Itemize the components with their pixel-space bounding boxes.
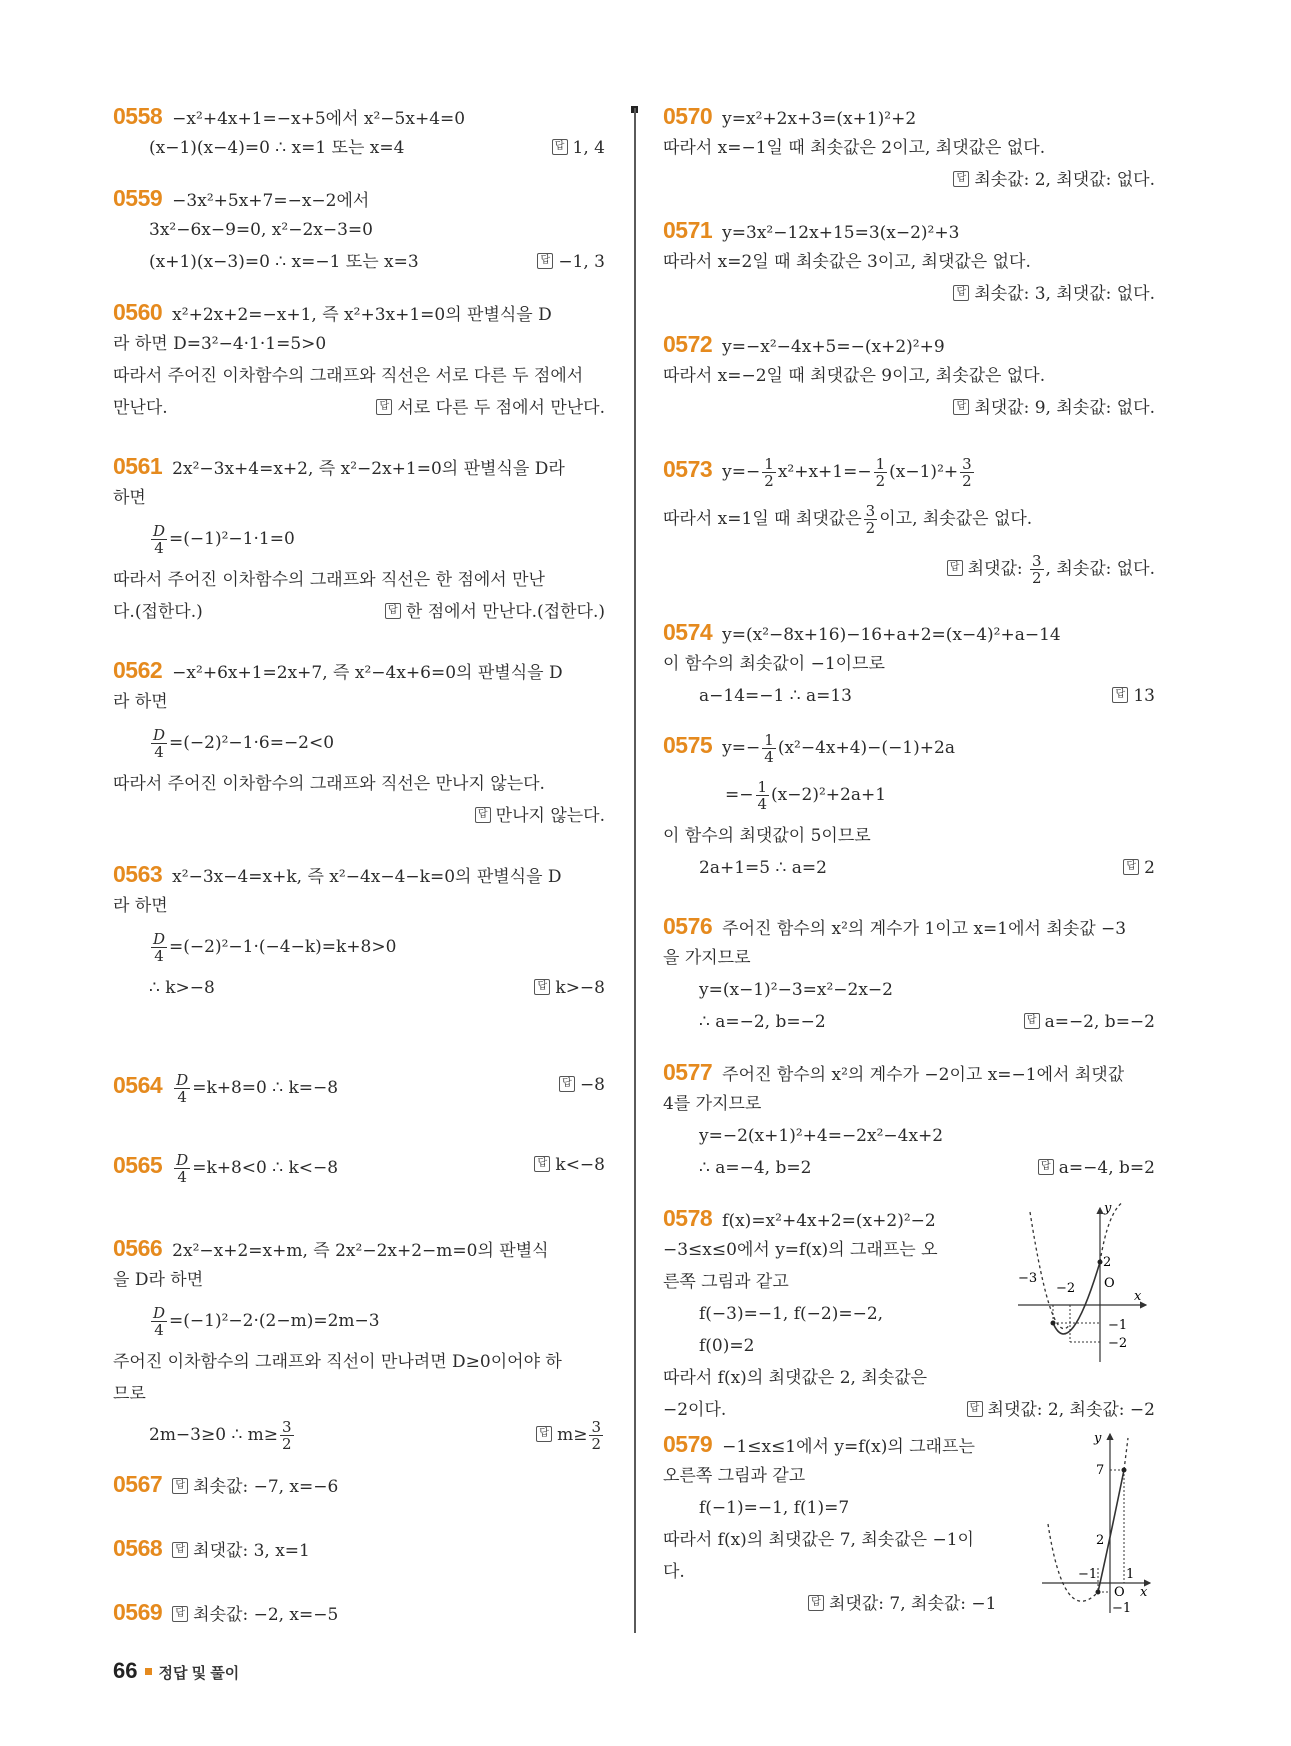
answer-text: 1, 4 [572, 138, 605, 158]
answer-mark-icon: 답 [385, 603, 401, 619]
answer-mark-icon: 답 [475, 807, 491, 823]
answer-text: 최댓값: 7, 최솟값: −1 [829, 1594, 997, 1614]
problem-number: 0579 [663, 1431, 713, 1457]
solution-line: 라 하면 D=3²−4·1·1=5>0 [113, 334, 327, 354]
solution-line: 2x²−x+2=x+m, 즉 2x²−2x+2−m=0의 판별식 [172, 1241, 549, 1261]
problem-0562 [113, 654, 605, 832]
section-label: 정답 및 풀이 [158, 1665, 240, 1682]
solution-line: (x−1)²+ [889, 462, 959, 482]
problem-0566 [113, 1232, 605, 1460]
solution-line: 따라서 x=−2일 때 최댓값은 9이고, 최솟값은 없다. [663, 366, 1046, 386]
answer-text: 최댓값: 3, x=1 [193, 1541, 310, 1561]
problem-number: 0578 [663, 1205, 713, 1231]
solution-line: 2m−3≥0 ∴ m≥ [149, 1425, 279, 1445]
solution-line: 따라서 f(x)의 최댓값은 2, 최솟값은 [663, 1368, 928, 1388]
solution-line: 따라서 x=−1일 때 최솟값은 2이고, 최댓값은 없다. [663, 138, 1046, 158]
problem-0570 [663, 100, 1155, 196]
tick-label: −1 [1078, 1567, 1098, 1582]
answer-text: 한 점에서 만난다.(접한다.) [405, 602, 605, 622]
answer-text: 13 [1133, 686, 1155, 706]
solution-line: 만난다. [113, 398, 168, 418]
answer-mark-icon: 답 [376, 399, 392, 415]
solution-line: −1≤x≤1에서 y=f(x)의 그래프는 [722, 1437, 975, 1457]
solution-line: (x−2)²+2a+1 [771, 785, 887, 805]
origin-label: O [1114, 1585, 1125, 1600]
solution-line: 따라서 주어진 이차함수의 그래프와 직선은 서로 다른 두 점에서 [113, 366, 584, 386]
problem-number: 0564 [113, 1072, 163, 1098]
answer-mark-icon: 답 [967, 1401, 983, 1417]
problem-0559 [113, 182, 605, 278]
answer-text: 만나지 않는다. [495, 806, 605, 826]
solution-line: x²+2x+2=−x+1, 즉 x²+3x+1=0의 판별식을 D [172, 305, 552, 325]
problem-0567 [113, 1468, 605, 1500]
tick-label: −1 [1108, 1318, 1128, 1333]
answer-text: a=−4, b=2 [1058, 1158, 1155, 1178]
solution-line: f(0)=2 [699, 1336, 755, 1356]
problem-number: 0573 [663, 456, 713, 482]
solution-line: =(−1)²−1·1=0 [169, 529, 295, 549]
solution-line: y=−x²−4x+5=−(x+2)²+9 [722, 337, 945, 357]
answer-text: 최솟값: 3, 최댓값: 없다. [974, 284, 1155, 304]
answer [376, 392, 605, 424]
graph-0579 [1038, 1428, 1155, 1618]
answer-mark-icon: 답 [537, 253, 553, 269]
solution-line: y=−2(x+1)²+4=−2x²−4x+2 [699, 1126, 944, 1146]
solution-line: 2a+1=5 ∴ a=2 [699, 858, 827, 878]
answer-text: 최솟값: −2, x=−5 [193, 1605, 339, 1625]
answer: 답 m≥ $\frac{3}{2}$ [536, 1410, 605, 1460]
problem-0572 [663, 328, 1155, 424]
solution-line: 이고, 최솟값은 없다. [879, 509, 1033, 529]
solution-line: y=x²+2x+3=(x+1)²+2 [722, 109, 917, 129]
problem-0560 [113, 296, 605, 424]
answer-mark-icon: 답 [947, 560, 963, 576]
problem-number: 0560 [113, 299, 163, 325]
fraction-d-over-4: $\frac{D}{4}$ [176, 1071, 189, 1106]
tick-label: −2 [1056, 1281, 1076, 1296]
problem-number: 0570 [663, 103, 713, 129]
solution-line: 따라서 주어진 이차함수의 그래프와 직선은 만나지 않는다. [113, 774, 545, 794]
solution-line: 4를 가지므로 [663, 1094, 762, 1114]
problem-0564 [113, 1060, 605, 1110]
page-footer [113, 1658, 239, 1684]
solution-line: f(x)=x²+4x+2=(x+2)²−2 [722, 1211, 936, 1231]
answer [1038, 1152, 1155, 1184]
answer-text: m≥ [557, 1425, 588, 1445]
problem-number: 0572 [663, 331, 713, 357]
solution-line: (x−1)(x−4)=0 ∴ x=1 또는 x=4 [149, 138, 405, 158]
parabola-solid [1098, 1470, 1124, 1592]
answer-text: k>−8 [555, 978, 605, 998]
answer-text: 2 [1144, 858, 1155, 878]
problem-number: 0558 [113, 103, 163, 129]
answer [552, 132, 605, 164]
answer-text: 서로 다른 두 점에서 만난다. [397, 398, 605, 418]
solution-line: 다.(접한다.) [113, 602, 203, 622]
tick-label: 1 [1126, 1567, 1135, 1582]
solution-line: 주어진 함수의 x²의 계수가 −2이고 x=−1에서 최댓값 [722, 1065, 1125, 1085]
fraction-d-over-4: $\frac{D}{4}$ [153, 930, 166, 965]
answer-text: 최솟값: 2, 최댓값: 없다. [974, 170, 1155, 190]
solution-line: ∴ k>−8 [149, 978, 215, 998]
problem-number: 0565 [113, 1152, 163, 1178]
problem-0563 [113, 858, 605, 1004]
solution-line: −3≤x≤0에서 y=f(x)의 그래프는 오 [663, 1240, 938, 1260]
solution-line: x²+x+1=− [777, 462, 872, 482]
solution-line: =k+8<0 ∴ k<−8 [192, 1158, 339, 1178]
solution-line: 므로 [113, 1384, 146, 1404]
problem-0568 [113, 1532, 605, 1564]
fraction-d-over-4: $\frac{D}{4}$ [153, 1304, 166, 1339]
page-number: 66 [113, 1658, 138, 1683]
answer [1112, 680, 1155, 712]
answer-mark-icon: 답 [559, 1076, 575, 1092]
solution-line: y=3x²−12x+15=3(x−2)²+3 [722, 223, 960, 243]
parabola-dashed-right [1124, 1438, 1128, 1470]
tick-label: 2 [1096, 1533, 1105, 1548]
solution-line: f(−3)=−1, f(−2)=−2, [699, 1304, 884, 1324]
solution-line: 라 하면 [113, 896, 168, 916]
tick-label: 2 [1103, 1255, 1112, 1270]
solution-line: (x+1)(x−3)=0 ∴ x=−1 또는 x=3 [149, 252, 419, 272]
solution-line: 을 D라 하면 [113, 1270, 204, 1290]
answer-text: 최솟값: −7, x=−6 [193, 1477, 339, 1497]
solution-line: =− [725, 785, 754, 805]
solution-line: 2x²−3x+4=x+2, 즉 x²−2x+1=0의 판별식을 D라 [172, 459, 565, 479]
solution-line: −3x²+5x+7=−x−2에서 [172, 191, 370, 211]
answer-text: 최댓값: [967, 559, 1023, 579]
answer-mark-icon: 답 [534, 1156, 550, 1172]
parabola-dashed-left [1048, 1524, 1098, 1601]
graph-0578 [1008, 1202, 1155, 1372]
solution-line: 오른쪽 그림과 같고 [663, 1466, 806, 1486]
solution-line: y=(x²−8x+16)−16+a+2=(x−4)²+a−14 [722, 625, 1061, 645]
x-label: x [1134, 1289, 1142, 1304]
problem-0576 [663, 910, 1155, 1038]
solution-line: y=(x−1)²−3=x²−2x−2 [699, 980, 893, 1000]
answer-mark-icon: 답 [1024, 1013, 1040, 1029]
answer-mark-icon: 답 [953, 399, 969, 415]
answer [534, 1140, 605, 1190]
solution-line: 른쪽 그림과 같고 [663, 1272, 789, 1292]
solution-line: =(−1)²−2·(2−m)=2m−3 [169, 1311, 380, 1331]
problem-0575: 0575 y=− $\frac{1}{4}$ (x²−4x+4)−(−1)+2a =− $\frac{1}{4}$ (x−2)²+2a+1 이 함수의 최댓값이 5이므로 2a+1=5 ∴ a=2 답 2 [663, 720, 1155, 884]
answer-mark-icon: 답 [172, 1478, 188, 1494]
answer-text: −1, 3 [558, 252, 605, 272]
solution-line: f(−1)=−1, f(1)=7 [699, 1498, 850, 1518]
solution-line: y=− [722, 738, 761, 758]
problem-number: 0567 [113, 1471, 163, 1497]
answer [559, 1060, 605, 1110]
solution-line: −x²+4x+1=−x+5에서 x²−5x+4=0 [172, 109, 466, 129]
problem-0573: 0573 y=− $\frac{1}{2}$ x²+x+1=− $\frac{1}{2}$ (x−1)²+ $\frac{3}{2}$ 따라서 x=1일 때 최댓값은 $\frac{3}{2}$ 이고, 최솟값은 없다. 답 최댓값: $\frac{3}{2}$ , 최솟값: 없다. [663, 455, 1155, 587]
problem-number: 0577 [663, 1059, 713, 1085]
problem-0558 [113, 100, 605, 164]
solution-line: =(−2)²−1·(−4−k)=k+8>0 [169, 937, 397, 957]
problem-0561 [113, 450, 605, 628]
problem-0569 [113, 1596, 605, 1628]
solution-line: =k+8=0 ∴ k=−8 [192, 1078, 339, 1098]
solution-line: 주어진 함수의 x²의 계수가 1이고 x=1에서 최솟값 −3 [722, 919, 1127, 939]
solution-line: ∴ a=−4, b=2 [699, 1158, 812, 1178]
answer-mark-icon: 답 [552, 139, 568, 155]
solution-line: 이 함수의 최솟값이 −1이므로 [663, 654, 885, 674]
solution-line: 따라서 x=1일 때 최댓값은 [663, 509, 862, 529]
answer [385, 596, 605, 628]
problem-number: 0576 [663, 913, 713, 939]
tick-label: −1 [1112, 1601, 1132, 1616]
solution-line: (x²−4x+4)−(−1)+2a [777, 738, 955, 758]
answer-mark-icon: 답 [172, 1542, 188, 1558]
problem-0571 [663, 214, 1155, 310]
answer [537, 246, 605, 278]
answer-text: 최댓값: 9, 최솟값: 없다. [974, 398, 1155, 418]
column-divider [634, 108, 636, 1633]
solution-line: 을 가지므로 [663, 948, 751, 968]
problem-number: 0559 [113, 185, 163, 211]
origin-label: O [1104, 1276, 1115, 1291]
parabola-solid [1053, 1262, 1100, 1334]
problem-0577 [663, 1056, 1155, 1184]
solution-line: 따라서 주어진 이차함수의 그래프와 직선은 한 점에서 만난 [113, 570, 545, 590]
problem-number: 0566 [113, 1235, 163, 1261]
solution-line: a−14=−1 ∴ a=13 [699, 686, 852, 706]
answer-text: 최댓값: 2, 최솟값: −2 [987, 1400, 1155, 1420]
problem-number: 0575 [663, 732, 713, 758]
answer-mark-icon: 답 [1112, 687, 1128, 703]
answer [1024, 1006, 1155, 1038]
problem-number: 0563 [113, 861, 163, 887]
answer [1123, 852, 1155, 884]
answer-mark-icon: 답 [808, 1595, 824, 1611]
answer-mark-icon: 답 [953, 171, 969, 187]
answer [967, 1394, 1155, 1426]
answer-text: −8 [579, 1075, 605, 1095]
fraction-3-over-2: $\frac{3}{2}$ [282, 1418, 292, 1453]
answer-text: a=−2, b=−2 [1044, 1012, 1155, 1032]
fraction-d-over-4: $\frac{D}{4}$ [153, 726, 166, 761]
problem-0574 [663, 616, 1155, 712]
problem-number: 0562 [113, 657, 163, 683]
solution-line: 다. [663, 1562, 685, 1582]
tick-label: −3 [1018, 1271, 1038, 1286]
fraction-d-over-4: $\frac{D}{4}$ [176, 1151, 189, 1186]
answer-text: k<−8 [555, 1155, 605, 1175]
problem-0579 [663, 1428, 1155, 1620]
solution-line: 따라서 x=2일 때 최솟값은 3이고, 최댓값은 없다. [663, 252, 1031, 272]
answer-mark-icon: 답 [1123, 859, 1139, 875]
problem-number: 0574 [663, 619, 713, 645]
tick-label: 7 [1096, 1463, 1105, 1478]
problem-number: 0571 [663, 217, 713, 243]
answer-mark-icon: 답 [172, 1606, 188, 1622]
solution-line: y=− [722, 462, 761, 482]
solution-line: −x²+6x+1=2x+7, 즉 x²−4x+6=0의 판별식을 D [172, 663, 563, 683]
answer [534, 972, 605, 1004]
problem-number: 0569 [113, 1599, 163, 1625]
problem-0578 [663, 1202, 1155, 1426]
answer-mark-icon: 답 [953, 285, 969, 301]
solution-line: 라 하면 [113, 692, 168, 712]
y-label: y [1104, 1202, 1112, 1216]
solution-line: ∴ a=−2, b=−2 [699, 1012, 826, 1032]
solution-line: =(−2)²−1·6=−2<0 [169, 733, 335, 753]
problem-0565 [113, 1140, 605, 1190]
solution-line: 3x²−6x−9=0, x²−2x−3=0 [149, 220, 373, 240]
footer-square-icon [145, 1668, 152, 1675]
problem-number: 0561 [113, 453, 163, 479]
x-label: x [1140, 1585, 1148, 1600]
solution-line: 주어진 이차함수의 그래프와 직선이 만나려면 D≥0이어야 하 [113, 1352, 562, 1372]
solution-line: −2이다. [663, 1400, 727, 1420]
answer-text: , 최솟값: 없다. [1045, 559, 1155, 579]
tick-label: −2 [1108, 1336, 1128, 1351]
solution-line: x²−3x−4=x+k, 즉 x²−4x−4−k=0의 판별식을 D [172, 867, 562, 887]
solution-line: 이 함수의 최댓값이 5이므로 [663, 826, 871, 846]
solution-line: 따라서 f(x)의 최댓값은 7, 최솟값은 −1이 [663, 1530, 974, 1550]
fraction-d-over-4: $\frac{D}{4}$ [153, 522, 166, 557]
answer-mark-icon: 답 [1038, 1159, 1054, 1175]
y-label: y [1094, 1431, 1102, 1446]
answer-mark-icon: 답 [536, 1426, 552, 1442]
solution-line: 하면 [113, 488, 146, 508]
problem-number: 0568 [113, 1535, 163, 1561]
answer-mark-icon: 답 [534, 979, 550, 995]
